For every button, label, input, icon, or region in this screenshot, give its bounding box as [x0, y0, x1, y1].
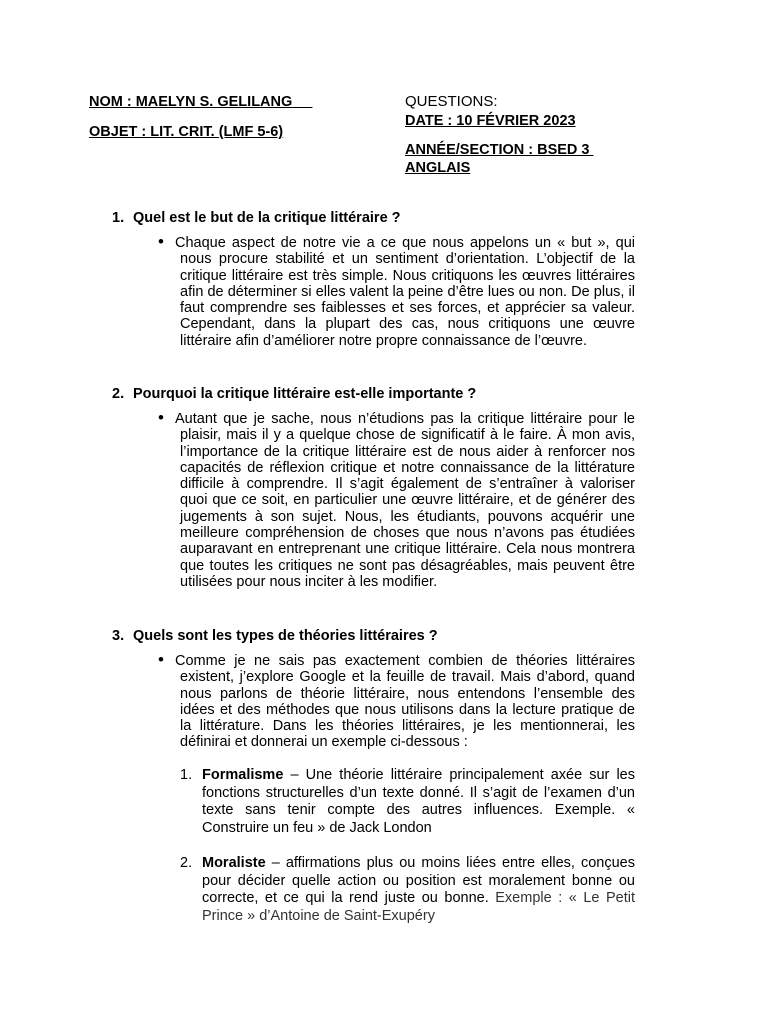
questions-heading: QUESTIONS: [405, 93, 498, 110]
name-field: NOM : MAELYN S. GELILANG [89, 94, 293, 110]
question-1-title: 1. Quel est le but de la critique littéraire ? [112, 210, 401, 226]
subject-field: OBJET : LIT. CRIT. (LMF 5-6) [89, 124, 284, 140]
bullet-icon: • [158, 408, 164, 427]
theory-name: Formalisme [202, 767, 284, 783]
question-2-answer: • Autant que je sache, nous n’étudions pas la critique littéraire pour le plaisir, mais il y a quelque chose de significatif à le faire. À mon avis, l’importance de la critique littéraire est de nous aider à renforcer nos capacités de réflexion critique et notre connaissance de la littérature difficile à comprendre. Il s’agit également de s’entraîner à valoriser quoi que ce soit, en particulier une œuvre littéraire, et de générer des jugements à son sujet. Nous, les étudiants, pouvons acquérir une meilleure compréhension de choses que nous n’avons pas étudiées auparavant en entreprenant une critique littéraire. Cela nous montrera que toutes les critiques ne sont pas désagréables, mais peuvent être utilisées pour nous inciter à les modifier. [158, 408, 635, 590]
date-field: DATE : 10 FÉVRIER 2023 [405, 113, 576, 129]
year-section-field: ANNÉE/SECTION : BSED 3 [405, 142, 590, 158]
question-3-answer: • Comme je ne sais pas exactement combien de théories littéraires existent, j’explore Google et la feuille de travail. Mais d’abord, quand nous parlons de théorie littéraire, nous entendons l’ensemble des idées et des méthodes que nous utilisons dans la lecture pratique de la littérature. Dans les théories littéraires, je les mentionnerai, les définirai et donnerai un exemple ci-dessous : [158, 650, 635, 751]
theory-item-moraliste: 2. Moraliste – affirmations plus ou moins liées entre elles, conçues pour décider quelle action ou position est moralement bonne ou correcte, et ce qui la rend juste ou bonne. Exemple : « Le Petit Prince » d’Antoine de Saint-Exupéry [180, 855, 635, 924]
theory-name: Moraliste [202, 855, 266, 871]
question-1-answer: • Chaque aspect de notre vie a ce que nous appelons un « but », qui nous procure stabilité et un sentiment d’orientation. L’objectif de la critique littéraire est très simple. Nous critiquons les œuvres littéraires afin de déterminer si elles valent la peine d’être lues ou non. De plus, il faut comprendre ses faiblesses et ses forces, et apprécier sa valeur. Cependant, dans la plupart des cas, nous critiquons une œuvre littéraire afin d’améliorer notre propre connaissance de l’œuvre. [158, 232, 635, 349]
theory-item-formalisme: 1. Formalisme – Une théorie littéraire principalement axée sur les fonctions structurelles d’un texte donné. Il s’agit de l’examen d’un texte sans tenir compte des autres influences. Exemple. « Construire un feu » de Jack London [180, 767, 635, 836]
question-2-title: 2. Pourquoi la critique littéraire est-elle importante ? [112, 386, 477, 402]
bullet-icon: • [158, 650, 164, 669]
question-3-title: 3. Quels sont les types de théories littéraires ? [112, 628, 438, 644]
year-section-field-line2: ANGLAIS [405, 160, 471, 176]
bullet-icon: • [158, 232, 164, 251]
